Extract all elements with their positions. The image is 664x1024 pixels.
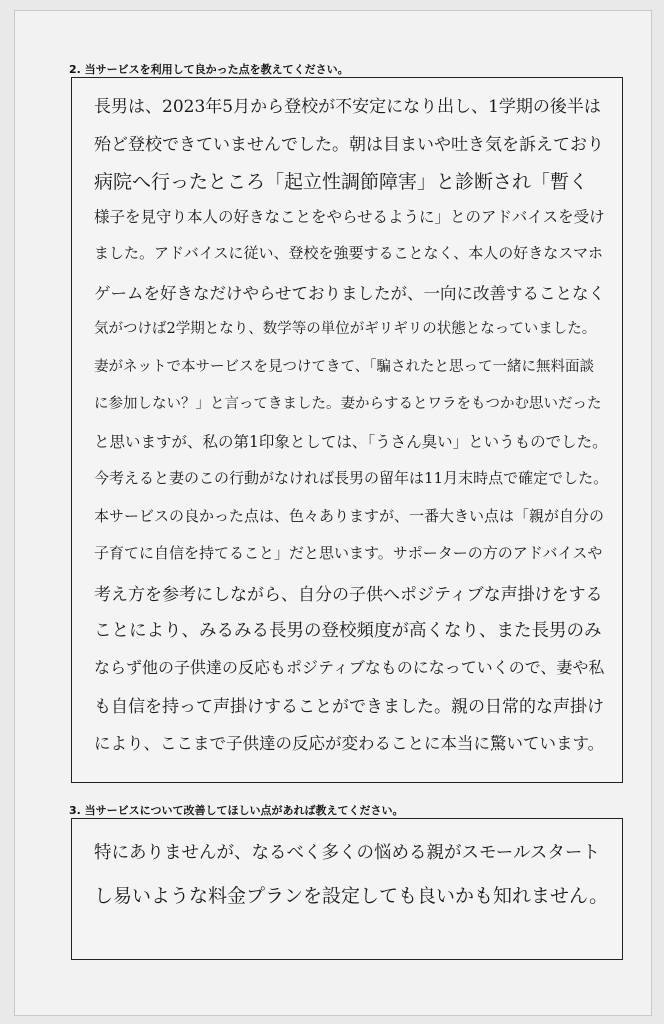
handwritten-line: 本サービスの良かった点は、色々ありますが、一番大きい点は「親が自分の [94,506,605,525]
handwritten-line: ことにより、みるみる長男の登校頻度が高くなり、また長男のみ [94,621,602,641]
handwritten-line: 妻がネットで本サービスを見つけてきて、「騙されたと思って一緒に無料面談 [94,358,594,375]
question-2-title: 2. 当サービスを利用して良かった点を教えてください。 [69,63,349,76]
handwritten-line: 考え方を参考にしながら、自分の子供へポジティブな声掛けをする [94,584,603,605]
handwritten-line: 病院へ行ったところ「起立性調節障害」と診断され「暫く [94,171,589,193]
answer-3-box [71,818,623,960]
handwritten-line: に参加しない？」と言ってきました。妻からするとワラをもつかむ思いだった [94,396,602,412]
handwritten-line: 長男は、2023年5月から登校が不安定になり出し、1学期の後半は [94,97,601,117]
handwritten-line: ました。アドバイスに従い、登校を強要することなく、本人の好きなスマホ [94,244,603,262]
handwritten-line: 気がつけば2学期となり、数学等の単位がギリギリの状態となっていました。 [94,321,597,337]
handwritten-line: ならず他の子供達の反応もポジティブなものになっていくので、妻や私 [94,657,605,677]
handwritten-line: 今考えると妻のこの行動がなければ長男の留年は11月末時点で確定でした。 [94,469,608,487]
handwritten-line: と思いますが、私の第1印象としては、「うさん臭い」というものでした。 [94,432,608,451]
handwritten-line: 子育てに自信を持てること」だと思います。サポーターの方のアドバイスや [94,544,603,562]
answer-2-box [71,77,623,783]
handwritten-line: 殆ど登校できていませんでした。朝は目まいや吐き気を訴えており [94,134,604,155]
handwritten-line: により、ここまで子供達の反応が変わることに本当に驚いています。 [94,733,605,753]
handwritten-line: ゲームを好きなだけやらせておりましたが、一向に改善することなく [94,283,606,303]
handwritten-line: 特にありませんが、なるべく多くの悩める親がスモールスタート [94,843,600,863]
handwritten-line: し易いような料金プランを設定しても良いかも知れません。 [94,885,608,907]
question-3-title: 3. 当サービスについて改善してほしい点があれば教えてください。 [69,804,404,817]
survey-page [14,10,652,1016]
handwritten-line: も自信を持って声掛けすることができました。親の日常的な声掛け [94,697,604,717]
handwritten-line: 様子を見守り本人の好きなことをやらせるように」とのアドバイスを受け [94,207,605,226]
